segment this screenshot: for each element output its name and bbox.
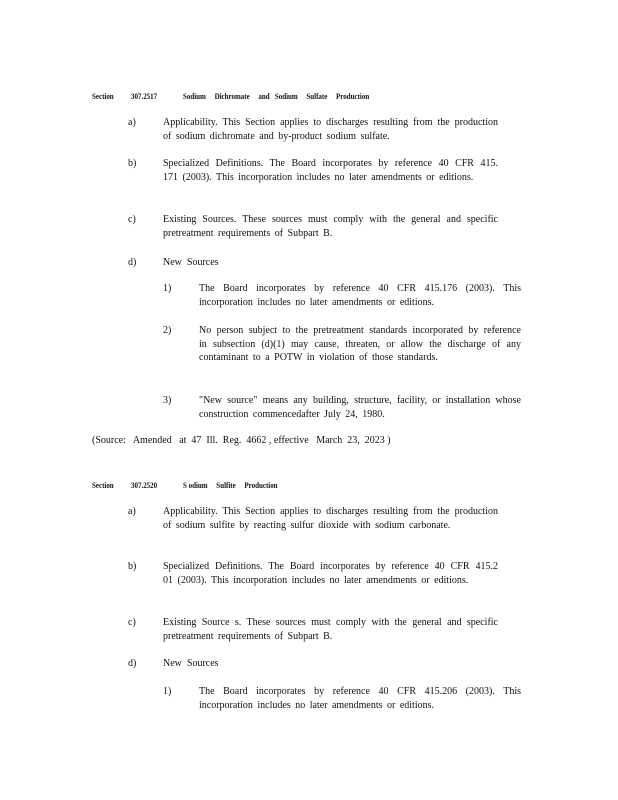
- item-text-existing-sources: Existing Sources. These sources must comply with the general and specific pretreatment requirements of Subpart B.: [163, 214, 498, 239]
- subitem-text-1: The Board incorporates by reference 40 CFR 415.206 (2003). This incorporation includes no later amendments or editions.: [199, 686, 521, 711]
- item-text-applicability: Applicability. This Section applies to discharges resulting from the production of sodium dichromate and by-product sodium sulfate.: [163, 117, 498, 142]
- section-title: S odium Sulfite Production: [183, 480, 278, 490]
- subitem-label-3: 3): [163, 395, 172, 406]
- section-number: 307.2517: [131, 91, 158, 101]
- item-label-a: a): [128, 117, 136, 128]
- section-label: Section: [92, 91, 114, 101]
- item-text-applicability: Applicability. This Section applies to discharges resulting from the production of sodium sulfite by reacting sulfur dioxide with sodium carbonate.: [163, 506, 498, 531]
- subitem-text-2: No person subject to the pretreatment standards incorporated by reference in subsection (d)(1) may cause, threaten, or allow the discharge of any contaminant to a POTW in violation of those standards.: [199, 325, 521, 363]
- section-number: 307.2520: [131, 480, 158, 490]
- subitem-label-2: 2): [163, 325, 172, 336]
- item-text-existing-sources: Existing Source s. These sources must comply with the general and specific pretreatment requirements of Subpart B.: [163, 617, 498, 642]
- subitem-text-1: The Board incorporates by reference 40 CFR 415.176 (2003). This incorporation includes no later amendments or editions.: [199, 283, 521, 308]
- item-label-d: d): [128, 658, 137, 669]
- item-text-definitions: Specialized Definitions. The Board incorporates by reference 40 CFR 415.2 01 (2003). This incorporation includes no later amendments or editions.: [163, 561, 498, 586]
- item-label-c: c): [128, 617, 136, 628]
- item-label-b: b): [128, 561, 137, 572]
- item-text-definitions: Specialized Definitions. The Board incorporates by reference 40 CFR 415. 171 (2003). This incorporation includes no later amendments or editions.: [163, 158, 498, 183]
- section-label: Section: [92, 480, 114, 490]
- subitem-label-1: 1): [163, 686, 172, 697]
- item-text-new-sources: New Sources: [163, 658, 219, 669]
- section-title: Sodium Dichromate and Sodium Sulfate Production: [183, 91, 370, 101]
- item-label-a: a): [128, 506, 136, 517]
- item-label-d: d): [128, 257, 137, 268]
- item-text-new-sources: New Sources: [163, 257, 219, 268]
- subitem-text-3: "New source" means any building, structure, facility, or installation whose construction commencedafter July 24, 1980.: [199, 395, 521, 420]
- source-note: (Source: Amended at 47 Ill. Reg. 4662 , effective March 23, 2023 ): [92, 435, 391, 446]
- item-label-b: b): [128, 158, 137, 169]
- subitem-label-1: 1): [163, 283, 172, 294]
- item-label-c: c): [128, 214, 136, 225]
